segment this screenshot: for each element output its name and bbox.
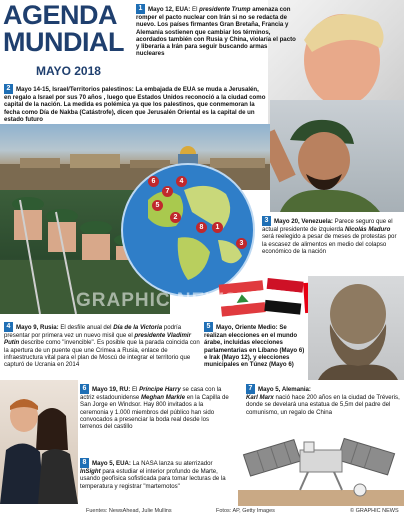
- item-4-lead: El desfile anual del: [58, 324, 114, 331]
- item-7-body: nació hace 200 años en la ciudad de Tréveris, donde se develará una estatua de 5,5m del padre del comunismo, un regalo de China: [246, 394, 400, 416]
- item-1-text: [136, 4, 296, 58]
- harry-meghan-photo: [0, 380, 78, 504]
- item-number-badge: 4: [4, 322, 13, 332]
- item-6-text: [80, 384, 230, 430]
- item-4-emphasis-2: presidente Vladimir Putin: [4, 332, 191, 347]
- item-number-badge: 7: [246, 384, 255, 394]
- maduro-photo: [270, 100, 404, 212]
- item-8-body: para estudiar el interior profundo de Marte, usando geofísica sofisticada para tomar lecturas de la temperatura y registrar "martemotos": [80, 468, 226, 490]
- item-6-body: se casa con la actriz estadounidense: [80, 386, 222, 401]
- item-6-emphasis: Príncipe Harry: [139, 386, 181, 393]
- item-6-body-2: en la Capilla de San Jorge en Windsor. Hay 800 invitados a la ceremonia y 1.000 miembros del público han sido convocados a presenciar la boda real desde los terrenos del castillo: [80, 394, 229, 431]
- item-4-date: Mayo 9, Rusia:: [16, 324, 59, 331]
- item-number-badge: 5: [204, 322, 213, 332]
- map-marker-1: 1: [212, 222, 223, 233]
- item-7-date: Mayo 5, Alemania:: [258, 386, 311, 393]
- item-1-emphasis: presidente Trump: [199, 6, 251, 13]
- maduro-illustration: [270, 100, 404, 212]
- item-1-lead: El: [192, 6, 200, 13]
- item-8-lead: La NASA lanza su aterrizador: [130, 460, 213, 467]
- item-5-date: Mayo, Oriente Medio:: [216, 324, 278, 331]
- title-block: [0, 0, 134, 82]
- item-6-emphasis-2: Meghan Markle: [140, 394, 186, 401]
- item-number-badge: 1: [136, 4, 145, 14]
- lander-svg: [238, 420, 404, 506]
- map-marker-8: 8: [196, 222, 207, 233]
- item-5-body: Se realizan elecciones en el mundo árabe, incluidas elecciones parlamentarias en Líbano (Mayo 6) e Irak (Mayo 12), y elecciones municipales en Túnez (Mayo 6): [204, 324, 305, 369]
- watermark: GRAPHIC NEWS: [76, 290, 238, 311]
- item-8-date: Mayo 5, EUA:: [92, 460, 131, 467]
- item-3-body: será reelegido a pesar de meses de protestas por la escasez de alimentos en medio del colapso económico de la nación: [262, 233, 397, 255]
- map-marker-7: 7: [162, 186, 173, 197]
- item-4-body: podría presentar por primera vez un nuevo misil que el: [4, 324, 182, 339]
- item-6-date: Mayo 19, RU:: [92, 386, 131, 393]
- item-number-badge: 8: [80, 458, 89, 468]
- item-4-text: [4, 322, 200, 368]
- item-8-emphasis: InSight: [80, 468, 101, 475]
- page-title: AGENDA: [3, 0, 118, 30]
- couple-illustration: [0, 380, 78, 504]
- map-marker-4: 4: [176, 176, 187, 187]
- item-number-badge: 3: [262, 216, 271, 226]
- item-7-text: [246, 384, 402, 416]
- footer-photo-credits: Fotos: AP, Getty Images: [216, 508, 275, 514]
- map-marker-5: 5: [152, 200, 163, 211]
- item-6-lead: El: [130, 386, 140, 393]
- item-2-date: Mayo 14-15, Israel/Territorios palestinos:: [16, 86, 134, 93]
- item-2-body: La embajada de EUA se muda a Jerusalén, en regalo a Israel por sus 70 años , luego que Estados Unidos reconoció a la ciudad como capital de la nación. La medida es polémica ya que los palestinos, que conmemoran la fecha como Día de Nakba (Catástrofe), dicen que Jerusalén Oriental es la capital de un estado futuro: [4, 86, 266, 123]
- footer-sources: Fuentes: NewsAhead, Julie Mullins: [86, 508, 172, 514]
- karl-marx-statue-photo: [308, 276, 404, 380]
- insight-lander-illustration: [238, 420, 404, 506]
- item-number-badge: 2: [4, 84, 13, 94]
- item-3-text: [262, 216, 402, 255]
- item-7-emphasis: Karl Marx: [246, 394, 274, 401]
- item-2-text: [4, 84, 266, 123]
- item-3-lead: Parece seguro que el actual presidente de izquierda: [262, 218, 393, 233]
- footer-copyright: © GRAPHIC NEWS: [350, 508, 399, 514]
- item-1-body: amenaza con romper el pacto nuclear con Irán si no se redacta de nuevo. Los países firmantes Gran Bretaña, Francia y Alemania sostienen que cambiar los términos, acordados también con Rusia y China, violaría el pacto y liberaría a Irán para seguir buscando armas nucleares: [136, 6, 296, 58]
- marx-illustration: [308, 276, 404, 380]
- item-3-date: Mayo 20, Venezuela:: [274, 218, 333, 225]
- item-8-text: [80, 458, 230, 490]
- item-4-emphasis: Día de la Victoria: [113, 324, 163, 331]
- page-title-line2: MUNDIAL: [3, 27, 124, 57]
- map-marker-3: 3: [236, 238, 247, 249]
- page-subtitle: MAYO 2018: [36, 64, 101, 78]
- map-marker-2: 2: [170, 212, 181, 223]
- item-5-text: [204, 322, 308, 368]
- item-3-emphasis: Nicolás Maduro: [345, 226, 391, 233]
- item-number-badge: 6: [80, 384, 89, 394]
- item-1-date: Mayo 12, EUA:: [148, 6, 191, 13]
- map-marker-6: 6: [148, 176, 159, 187]
- item-4-body-2: describe como "invencible". Es posible que la parada coincida con la apertura de un puente que une Crimea a Rusia, enlace de infraestructura vital para el plan de Moscú de integrar el territorio que capturó de Ucrania en 2014: [4, 339, 200, 369]
